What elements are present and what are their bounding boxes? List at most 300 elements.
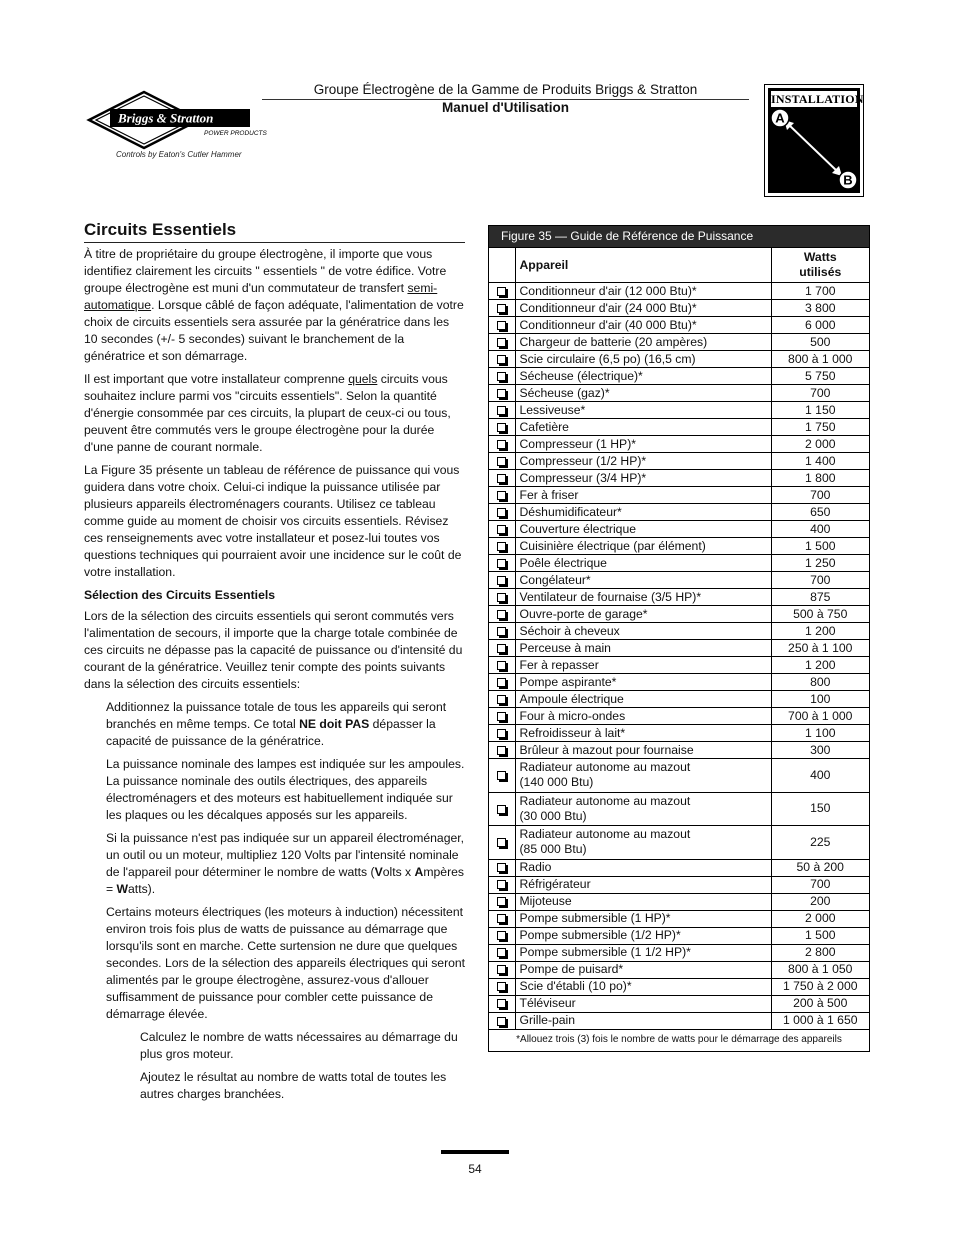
table-row [489, 674, 869, 691]
appliance-name-line1: Chargeur de batterie (20 ampères) [519, 334, 708, 349]
checkbox-cell [489, 334, 515, 351]
watts-value: 500 à 750 [771, 606, 869, 623]
point-total-power-text-a: Additionnez la puissance totale de tous les appareils qui seront branchés en même temps. Ce total [106, 700, 447, 731]
watts-value: 1 000 à 1 650 [771, 1012, 869, 1029]
paragraph-intro [84, 246, 466, 365]
page-number-bar [441, 1150, 509, 1154]
appliance-name-line1: Brûleur à mazout pour fournaise [519, 742, 694, 757]
watts-value: 200 [771, 893, 869, 910]
section-body [84, 246, 466, 1109]
table-row [489, 470, 869, 487]
checkbox-icon [497, 948, 506, 957]
checkbox-cell [489, 826, 515, 860]
appliance-name [515, 487, 771, 504]
watts-value: 400 [771, 521, 869, 538]
checkbox-icon [497, 321, 506, 330]
appliance-name-line1: Ampoule électrique [519, 691, 624, 706]
watts-value: 50 à 200 [771, 859, 869, 876]
paragraph-figure-ref: La Figure 35 présente un tableau de référence de puissance qui vous guidera dans votre choix. Celui-ci indique la puissance utilisée par plusieurs appareils électroménagers courants. Utilisez ce tableau comme guide au moment de choisir vos circuits essentiels. Révisez ces renseignements avec votre installateur et posez-lui toutes vos questions techniques qui pourraient avoir une incidence sur le coût de votre installation. [84, 463, 462, 579]
table-row [489, 859, 869, 876]
checkbox-cell [489, 555, 515, 572]
appliance-name-line2: (140 000 Btu) [519, 775, 594, 790]
appliance-name-line1: Pompe aspirante* [519, 674, 617, 689]
checkbox-cell [489, 876, 515, 893]
watts-value: 800 [771, 674, 869, 691]
appliance-name [515, 606, 771, 623]
watts-value: 5 750 [771, 368, 869, 385]
table-row [489, 876, 869, 893]
appliance-name [515, 623, 771, 640]
watts-value: 800 à 1 050 [771, 961, 869, 978]
checkbox-cell [489, 742, 515, 759]
checkbox-cell [489, 283, 515, 300]
appliance-name-line1: Séchoir à cheveux [519, 623, 620, 638]
table-row [489, 351, 869, 368]
checkbox-icon [497, 372, 506, 381]
checkbox-icon [497, 440, 506, 449]
table-row [489, 283, 869, 300]
paragraph-installer-text-b: circuits vous souhaitez inclure parmi vos "circuits essentiels". Selon la quantité d'énergie consommée par ces circuits, la plupart de ceux-ci ou tous, peuvent être commutés vers le groupe électrogène pour la durée d'une panne de courant normale. [84, 372, 451, 454]
watts-value: 700 [771, 385, 869, 402]
appliance-name [515, 657, 771, 674]
header-title: Groupe Électrogène de la Gamme de Produits Briggs & Stratton [313, 82, 698, 97]
appliance-name-line1: Ventilateur de fournaise (3/5 HP)* [519, 589, 702, 604]
watts-value: 3 800 [771, 300, 869, 317]
appliance-name-line1: Refroidisseur à lait* [519, 725, 626, 740]
table-row [489, 572, 869, 589]
checkbox-icon [497, 805, 506, 814]
appliance-name [515, 1012, 771, 1029]
watts-value: 700 [771, 876, 869, 893]
badge-b-label: B [843, 172, 853, 188]
section-title: Circuits Essentiels [84, 220, 237, 239]
watts-initial: W [116, 882, 129, 896]
power-reference-table [489, 247, 869, 1029]
checkbox-cell [489, 978, 515, 995]
paragraph-installer [84, 371, 466, 456]
table-row [489, 436, 869, 453]
checkbox-icon [497, 931, 506, 940]
checkbox-icon [497, 627, 506, 636]
checkbox-icon [497, 406, 506, 415]
watts-value: 200 à 500 [771, 995, 869, 1012]
checkbox-cell [489, 792, 515, 826]
appliance-name [515, 283, 771, 300]
appliance-name [515, 691, 771, 708]
appliance-name-line1: Sécheuse (gaz)* [519, 385, 610, 400]
watts-value: 1 800 [771, 470, 869, 487]
checkbox-icon [497, 338, 506, 347]
paragraph-intro-text-b: . Lorsque câblé de façon adéquate, l'alimentation de votre choix de circuits essentiels sera assurée par la génératrice dans les 10 secondes (+/- 5 secondes) suivant le branchement de la génératrice et son démarrage. [84, 298, 464, 363]
appliance-name [515, 674, 771, 691]
appliance-name-line1: Cafetière [519, 419, 569, 434]
checkbox-icon [497, 999, 506, 1008]
checkbox-cell [489, 640, 515, 657]
point-total-power-text-b: dépasser la capacité de puissance de la génératrice. [106, 717, 436, 748]
table-row [489, 759, 869, 793]
table-row [489, 317, 869, 334]
checkbox-icon [497, 965, 506, 974]
volts-initial: V [374, 865, 383, 879]
table-row [489, 521, 869, 538]
watts-value: 800 à 1 000 [771, 351, 869, 368]
table-row [489, 1012, 869, 1029]
checkbox-cell [489, 961, 515, 978]
appliance-name-line1: Conditionneur d'air (40 000 Btu)* [519, 317, 697, 332]
checkbox-icon [497, 542, 506, 551]
table-row [489, 487, 869, 504]
checkbox-icon [497, 729, 506, 738]
appliance-name [515, 351, 771, 368]
appliance-name [515, 910, 771, 927]
table-row [489, 334, 869, 351]
checkbox-icon [497, 287, 506, 296]
appliance-name [515, 572, 771, 589]
table-row [489, 657, 869, 674]
checkbox-cell [489, 317, 515, 334]
appliance-name-line1: Radiateur autonome au mazout [519, 793, 691, 808]
appliance-name-line1: Scie d'établi (10 po)* [519, 979, 632, 993]
checkbox-icon [497, 576, 506, 585]
checkbox-cell [489, 674, 515, 691]
column-header-watts-line1: Watts [803, 250, 837, 264]
table-row [489, 538, 869, 555]
header-subtitle: Manuel d'Utilisation [442, 100, 569, 115]
table-row [489, 944, 869, 961]
checkbox-cell [489, 759, 515, 793]
checkbox-icon [497, 863, 506, 872]
watts-rest: atts). [128, 882, 156, 896]
checkbox-icon [497, 982, 506, 991]
a-to-b-arrow-icon [768, 110, 860, 192]
checkbox-icon [497, 712, 506, 721]
logo-subtext: POWER PRODUCTS [204, 130, 267, 137]
appliance-name [515, 978, 771, 995]
installation-badge-panel [768, 88, 864, 193]
appliance-name [515, 521, 771, 538]
checkbox-icon [497, 457, 506, 466]
appliance-name-line1: Couverture électrique [519, 521, 637, 536]
appliance-name [515, 555, 771, 572]
installation-badge [764, 84, 864, 197]
checkbox-icon [497, 897, 506, 906]
checkbox-icon [497, 644, 506, 653]
underlined-term-quels: quels [348, 372, 378, 386]
table-row [489, 453, 869, 470]
table-row [489, 826, 869, 860]
appliance-name [515, 402, 771, 419]
underlined-term-semi-automatique: semi-automatique [84, 281, 438, 312]
watts-value: 875 [771, 589, 869, 606]
table-row [489, 725, 869, 742]
watts-value: 300 [771, 742, 869, 759]
checkbox-cell [489, 300, 515, 317]
appliance-name [515, 893, 771, 910]
appliance-name-line1: Lessiveuse* [519, 402, 586, 417]
appliance-name [515, 640, 771, 657]
watts-value: 700 [771, 487, 869, 504]
appliance-name-line1: Cuisinière électrique (par élément) [519, 538, 706, 553]
amperes-initial: A [414, 865, 424, 879]
checkbox-cell [489, 944, 515, 961]
watts-value: 400 [771, 759, 869, 793]
appliance-name-line1: Grille-pain [519, 1013, 576, 1028]
section-divider [84, 242, 465, 243]
watts-value: 1 150 [771, 402, 869, 419]
table-row [489, 504, 869, 521]
checkbox-cell [489, 606, 515, 623]
watts-value: 1 100 [771, 725, 869, 742]
checkbox-cell [489, 910, 515, 927]
checkbox-icon [497, 474, 506, 483]
table-row [489, 995, 869, 1012]
watts-value: 500 [771, 334, 869, 351]
watts-value: 1 500 [771, 927, 869, 944]
watts-value: 1 200 [771, 657, 869, 674]
checkbox-cell [489, 470, 515, 487]
header-checkbox-cell [489, 248, 515, 283]
checkbox-cell [489, 419, 515, 436]
checkbox-cell [489, 402, 515, 419]
paragraph-installer-text-a: Il est important que votre installateur comprenne [84, 372, 349, 386]
appliance-name-line1: Congélateur* [519, 572, 591, 587]
checkbox-cell [489, 893, 515, 910]
checkbox-icon [497, 838, 506, 847]
appliance-name-line1: Fer à repasser [519, 657, 599, 672]
appliance-name [515, 385, 771, 402]
appliance-name-line1: Déshumidificateur* [519, 504, 622, 519]
checkbox-cell [489, 504, 515, 521]
appliance-name-line2: (30 000 Btu) [519, 808, 587, 823]
appliance-name-line1: Pompe submersible (1 1/2 HP)* [519, 945, 691, 959]
checkbox-icon [497, 678, 506, 687]
step-start-watts: Calculez le nombre de watts nécessaires au démarrage du plus gros moteur. [140, 1030, 458, 1061]
appliance-name-line1: Pompe de puisard* [519, 962, 624, 976]
checkbox-cell [489, 351, 515, 368]
watts-value: 700 [771, 572, 869, 589]
table-row [489, 640, 869, 657]
appliance-name-line1: Pompe submersible (1 HP)* [519, 911, 671, 925]
checkbox-cell [489, 691, 515, 708]
checkbox-cell [489, 657, 515, 674]
appliance-name [515, 792, 771, 826]
checkbox-cell [489, 927, 515, 944]
watts-value: 650 [771, 504, 869, 521]
table-row [489, 910, 869, 927]
point-rated-power: La puissance nominale des lampes est indiquée sur les ampoules. La puissance nominale des outils électriques, des appareils électroménagers et des moteurs est habituellement indiquée sur les plaques ou les décalques apposés sur les appareils. [106, 757, 465, 822]
point-compute-watts [84, 830, 466, 898]
appliance-name-line1: Compresseur (1/2 HP)* [519, 453, 647, 468]
appliance-name [515, 995, 771, 1012]
appliance-name-line1: Mijoteuse [519, 894, 572, 908]
checkbox-cell [489, 487, 515, 504]
watts-value: 1 500 [771, 538, 869, 555]
watts-value: 6 000 [771, 317, 869, 334]
checkbox-icon [497, 559, 506, 568]
table-row [489, 419, 869, 436]
checkbox-cell [489, 1012, 515, 1029]
appliance-name-line2: (85 000 Btu) [519, 842, 587, 857]
logo-caption: Controls by Eaton's Cutler Hammer [116, 150, 242, 159]
checkbox-cell [489, 453, 515, 470]
column-header-watts-line2: utilisés [799, 265, 842, 279]
appliance-name-line1: Compresseur (3/4 HP)* [519, 470, 647, 485]
checkbox-icon [497, 423, 506, 432]
watts-value: 150 [771, 792, 869, 826]
watts-value: 1 750 [771, 419, 869, 436]
watts-value: 1 700 [771, 283, 869, 300]
paragraph-selection: Lors de la sélection des circuits essentiels qui seront commutés vers l'alimentation de secours, il importe que la charge totale combinée de ces circuits ne dépasse pas la capacité de puissance ou d'intensité du courant de la génératrice. Veuillez tenir compte des points suivants dans la sélection des circuits essentiels: [84, 609, 463, 691]
appliance-name-line1: Poêle électrique [519, 555, 607, 570]
watts-value: 2 000 [771, 436, 869, 453]
appliance-name [515, 927, 771, 944]
appliance-name [515, 708, 771, 725]
amperes-rest: mpères = [106, 865, 464, 896]
appliance-name-line1: Four à micro-ondes [519, 708, 626, 723]
paragraph-intro-text-a: À titre de propriétaire du groupe électrogène, il importe que vous identifiez clairement les circuits " essentiels " de votre édifice. Votre groupe électrogène est muni d'un commutateur de transfert [84, 247, 447, 295]
checkbox-cell [489, 708, 515, 725]
appliance-name-line1: Sécheuse (électrique)* [519, 368, 643, 383]
appliance-name [515, 859, 771, 876]
checkbox-cell [489, 859, 515, 876]
appliance-name-line1: Perceuse à main [519, 640, 611, 655]
table-row [489, 606, 869, 623]
appliance-name [515, 470, 771, 487]
checkbox-icon [497, 304, 506, 313]
appliance-name [515, 368, 771, 385]
appliance-name [515, 826, 771, 860]
checkbox-cell [489, 538, 515, 555]
watts-value: 250 à 1 100 [771, 640, 869, 657]
checkbox-icon [497, 491, 506, 500]
badge-a-label: A [775, 110, 785, 126]
checkbox-icon [497, 1017, 506, 1026]
watts-value: 225 [771, 826, 869, 860]
watts-value: 2 800 [771, 944, 869, 961]
appliance-name [515, 961, 771, 978]
logo-text: Briggs & Stratton [118, 110, 214, 126]
table-row [489, 589, 869, 606]
checkbox-icon [497, 914, 506, 923]
appliance-name [515, 725, 771, 742]
checkbox-icon [497, 355, 506, 364]
appliance-name [515, 876, 771, 893]
volts-rest: olts x [382, 865, 415, 879]
watts-value: 700 à 1 000 [771, 708, 869, 725]
watts-value: 1 750 à 2 000 [771, 978, 869, 995]
checkbox-cell [489, 589, 515, 606]
checkbox-icon [497, 695, 506, 704]
power-reference-figure [488, 225, 870, 1052]
table-row [489, 708, 869, 725]
checkbox-icon [497, 593, 506, 602]
appliance-name-line1: Conditionneur d'air (24 000 Btu)* [519, 300, 697, 315]
watts-value: 2 000 [771, 910, 869, 927]
appliance-name [515, 538, 771, 555]
checkbox-cell [489, 368, 515, 385]
figure-footnote: *Allouez trois (3) fois le nombre de watts pour le démarrage des appareils [489, 1029, 869, 1051]
checkbox-icon [497, 508, 506, 517]
appliance-name [515, 453, 771, 470]
appliance-name [515, 317, 771, 334]
watts-value: 100 [771, 691, 869, 708]
appliance-name [515, 334, 771, 351]
point-total-power-emphasis: NE doit PAS [299, 717, 370, 731]
table-row [489, 623, 869, 640]
checkbox-cell [489, 436, 515, 453]
table-row [489, 927, 869, 944]
checkbox-cell [489, 995, 515, 1012]
appliance-name [515, 504, 771, 521]
table-row [489, 368, 869, 385]
watts-value: 1 250 [771, 555, 869, 572]
appliance-name-line1: Ouvre-porte de garage* [519, 606, 648, 621]
appliance-name [515, 742, 771, 759]
page-number: 54 [468, 1162, 482, 1176]
figure-caption: Figure 35 — Guide de Référence de Puissance [489, 226, 869, 247]
table-row [489, 893, 869, 910]
watts-value: 1 200 [771, 623, 869, 640]
appliance-name-line1: Radio [519, 860, 552, 874]
checkbox-icon [497, 610, 506, 619]
checkbox-cell [489, 572, 515, 589]
appliance-name-line1: Radiateur autonome au mazout [519, 760, 691, 775]
table-row [489, 385, 869, 402]
table-row [489, 300, 869, 317]
appliance-name [515, 759, 771, 793]
appliance-name [515, 589, 771, 606]
table-row [489, 792, 869, 826]
subsection-title: Sélection des Circuits Essentiels [84, 588, 276, 602]
table-row [489, 961, 869, 978]
checkbox-icon [497, 771, 506, 780]
appliance-name-line1: Téléviseur [519, 996, 576, 1010]
checkbox-icon [497, 746, 506, 755]
appliance-name-line1: Pompe submersible (1/2 HP)* [519, 928, 681, 942]
appliance-name [515, 944, 771, 961]
table-row [489, 978, 869, 995]
appliance-name [515, 436, 771, 453]
appliance-name [515, 300, 771, 317]
point-total-power [84, 699, 466, 750]
checkbox-icon [497, 880, 506, 889]
table-row [489, 691, 869, 708]
table-row [489, 402, 869, 419]
point-compute-watts-text: Si la puissance n'est pas indiquée sur un appareil électroménager, un outil ou un moteur, multipliez 120 Volts par l'intensité nominale de l'appareil pour déterminer le nombre de watts ( [106, 831, 465, 879]
checkbox-cell [489, 521, 515, 538]
checkbox-cell [489, 385, 515, 402]
checkbox-icon [497, 525, 506, 534]
step-add-result: Ajoutez le résultat au nombre de watts total de toutes les autres charges branchées. [140, 1070, 447, 1101]
table-row [489, 555, 869, 572]
appliance-name-line1: Scie circulaire (6,5 po) (16,5 cm) [519, 351, 696, 366]
table-row [489, 742, 869, 759]
column-header-appliance: Appareil [515, 248, 771, 283]
table-body [489, 283, 869, 1030]
appliance-name-line1: Fer à friser [519, 487, 579, 502]
watts-value: 1 400 [771, 453, 869, 470]
checkbox-cell [489, 725, 515, 742]
installation-label: INSTALLATION [771, 92, 864, 106]
point-induction-motors: Certains moteurs électriques (les moteurs à induction) nécessitent environ trois fois plus de watts de puissance au démarrage que lorsqu'ils sont en marche. Cette surtension ne dure que quelques secondes. Lors de la sélection des appareils électriques qui seront alimentés par le groupe électrogène, assurez-vous d'allouer suffisamment de puissance pour combler cette puissance de démarrage élevée. [106, 905, 466, 1021]
column-header-watts [771, 248, 869, 283]
checkbox-icon [497, 661, 506, 670]
table-header-row [489, 248, 869, 283]
appliance-name-line1: Réfrigérateur [519, 877, 591, 891]
appliance-name-line1: Radiateur autonome au mazout [519, 827, 691, 842]
appliance-name-line1: Compresseur (1 HP)* [519, 436, 636, 451]
checkbox-icon [497, 389, 506, 398]
